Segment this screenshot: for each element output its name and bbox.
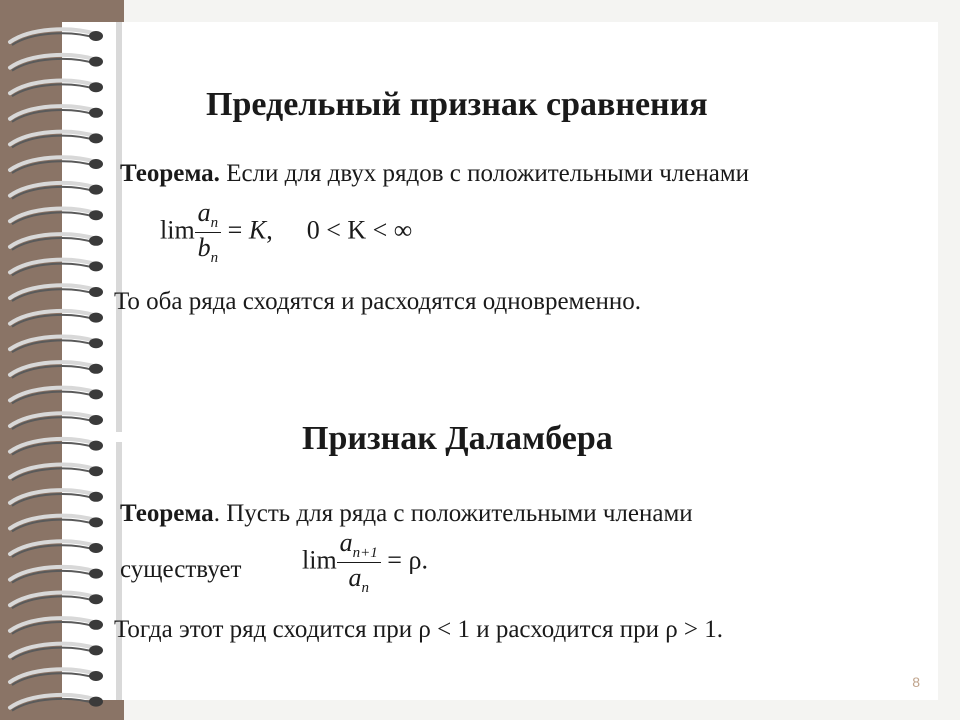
k-condition: 0 < K < ∞ — [306, 215, 413, 245]
theorem-1-text: Если для двух рядов с положительными членами — [219, 160, 750, 187]
fraction-an1-an — [337, 528, 381, 597]
lim-operator: lim — [160, 215, 195, 245]
dalembert-formula — [302, 528, 428, 597]
constant-k: K — [248, 215, 267, 245]
equals-sign: = — [221, 215, 249, 245]
theorem-1-conclusion: То оба ряда сходятся и расходятся одновременно. — [114, 288, 641, 315]
lim-operator-2: lim — [302, 545, 337, 575]
limit-comparison-formula — [160, 198, 412, 267]
fraction-denominator: $b_n$ — [197, 233, 219, 267]
exists-word: существует — [120, 556, 242, 583]
fraction-an-bn — [195, 198, 222, 267]
theorem-2-text: . Пусть для ряда с положительными членами — [213, 500, 693, 527]
page-number: 8 — [912, 674, 920, 690]
section-title-dalembert: Признак Даламбера — [302, 420, 613, 457]
formula-comma: , — [266, 215, 273, 245]
fraction-numerator-2: $a_{n+1}$ — [339, 528, 378, 562]
rho-result: ρ. — [408, 545, 428, 575]
theorem-2-statement — [120, 500, 693, 528]
theorem-1-statement — [120, 160, 749, 188]
fraction-numerator: $a_n$ — [197, 198, 219, 232]
theorem-2-conclusion: Тогда этот ряд сходится при ρ < 1 и расходится при ρ > 1. — [114, 616, 724, 643]
theorem-2-label: Теорема — [120, 500, 214, 527]
section-title-limit-comparison: Предельный признак сравнения — [206, 86, 708, 123]
equals-sign-2: = — [380, 545, 409, 575]
fraction-denominator-2: $a_n$ — [348, 563, 369, 597]
theorem-1-label: Теорема. — [120, 160, 220, 187]
